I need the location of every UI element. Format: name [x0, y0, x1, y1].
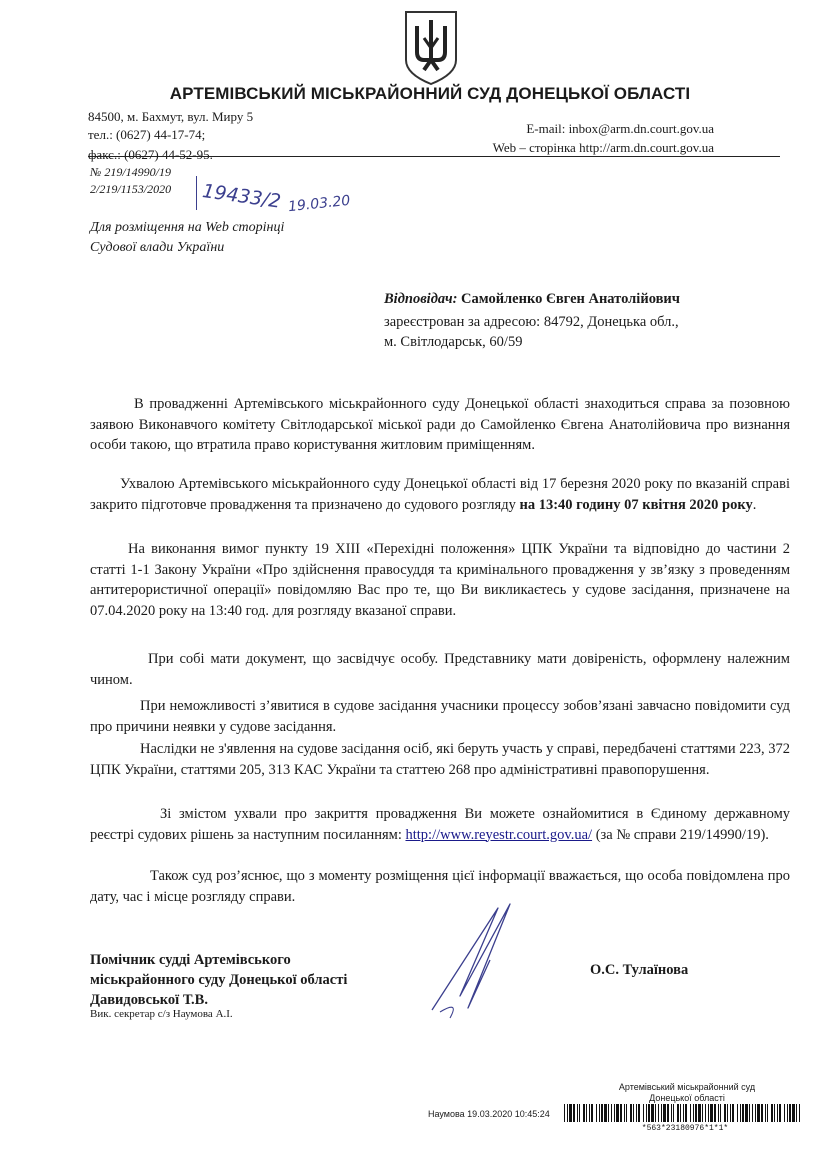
paragraph-absence: При неможливості з’явитися в судове засідання учасники процессу зобов’язані завчасно повідомити суд про причини неявки у судове засідання. — [90, 698, 790, 735]
registry-link[interactable]: http://www.reyestr.court.gov.ua/ — [405, 826, 593, 843]
recipient-heading — [384, 291, 680, 308]
court-email: E-mail: inbox@arm.dn.court.gov.ua — [526, 121, 714, 136]
paragraph-ruling — [90, 474, 790, 515]
paragraph-identity: При собі мати документ, що засвідчує особу. Представнику мати довіреність, оформлену належним чином. — [90, 651, 790, 688]
handwritten-stroke — [196, 176, 201, 210]
stamp-court — [612, 1082, 762, 1104]
barcode-number: *563*23180976*1*1* — [641, 1124, 729, 1133]
stamp-user-time: Наумова 19.03.2020 10:45:24 — [428, 1109, 550, 1119]
barcode-icon — [564, 1104, 804, 1122]
stamp-court-line2: Донецької області — [649, 1093, 725, 1103]
paragraph-summons: На виконання вимог пункту 19 ХІІІ «Перехідні положення» ЦПК України та відповідно до частини 2 статті 1-1 Закону України «Про здійснення правосуддя та кримінального провадження у зв’язку з проведенням антитерористичної операції» повідомляю Вас про те, що Ви викликаєтесь у судове засідання, призначене на 07.04.2020 року на 13:40 год. для розгляду вказаної справи. — [90, 541, 790, 619]
court-fax: факс.: (0627) 44-52-95. — [88, 147, 213, 162]
signature-line3: Давидовської Т.В. — [90, 992, 208, 1008]
handwritten-date: 19.03.20 — [287, 192, 352, 216]
court-title: АРТЕМІВСЬКИЙ МІСЬКРАЙОННИЙ СУД ДОНЕЦЬКОЇ ОБЛАСТІ — [169, 84, 691, 103]
signer-name: О.С. Тулаїнова — [590, 962, 689, 978]
paragraph-registry — [90, 804, 790, 845]
ruling-end: . — [752, 496, 757, 513]
registry-case: (за № справи 219/14990/19). — [592, 826, 769, 843]
web-note-line2: Судової влади України — [90, 240, 225, 255]
recipient-address-line1: зареєстрован за адресою: 84792, Донецька обл., — [384, 314, 679, 330]
header-divider — [88, 156, 780, 157]
handwritten-signature — [420, 900, 530, 1020]
court-address: 84500, м. Бахмут, вул. Миру 5 — [88, 109, 254, 124]
recipient-name: Самойленко Євген Анатолійович — [457, 291, 680, 307]
paragraph-proceedings: В провадженні Артемівського міськрайонного суду Донецької області знаходиться справа за позовною заявою Виконавчого комітету Світлодарської міської ради до Самойленко Євгена Анатолійовича про визнання особи такою, що втратила право користування житловим приміщенням. — [90, 396, 790, 453]
paragraph-notice: Також суд роз’яснює, що з моменту розміщення цієї інформації вважається, що особа повідомлена про дату, час і місце розгляду справи. — [90, 868, 790, 905]
trident-icon — [402, 8, 460, 86]
recipient-role: Відповідач: — [384, 291, 458, 307]
recipient-address-line2: м. Світлодарськ, 60/59 — [384, 334, 523, 350]
web-note-line1: Для розміщення на Web сторінці — [90, 220, 285, 235]
ruling-text: Ухвалою Артемівського міськрайонного суду Донецької області від 17 березня 2020 року по вказаній справі закрито підготовче провадження та призначено до судового розгляду — [90, 476, 790, 513]
paragraph-consequences: Наслідки не з'явлення на судове засідання осіб, які беруть участь у справі, передбачені статтями 223, 372 ЦПК України, статтями 205, 313 КАС України та статтею 268 про адміністративні правопорушення. — [90, 741, 790, 778]
hearing-datetime: на 13:40 годину 07 квітня 2020 року — [519, 496, 753, 513]
court-website: Web – сторінка http://arm.dn.court.gov.ua — [492, 140, 714, 155]
secretary-note: Вик. секретар с/з Наумова А.І. — [90, 1008, 233, 1020]
signature-line2: міськрайонного суду Донецької області — [90, 972, 348, 988]
document-number: 2/219/1153/2020 — [90, 182, 172, 196]
signature-block — [90, 950, 430, 1010]
court-phone: тел.: (0627) 44-17-74; — [88, 127, 206, 142]
handwritten-reg-number: 19433/2 — [200, 180, 283, 213]
signature-line1: Помічник судді Артемівського — [90, 952, 291, 968]
stamp-court-line1: Артемівський міськрайонний суд — [618, 1082, 756, 1092]
registry-text: Зі змістом ухвали про закриття провадження Ви можете ознайомитися в Єдиному державному реєстрі судових рішень за наступним посиланням: — [90, 806, 790, 843]
case-number: № 219/14990/19 — [90, 165, 171, 179]
